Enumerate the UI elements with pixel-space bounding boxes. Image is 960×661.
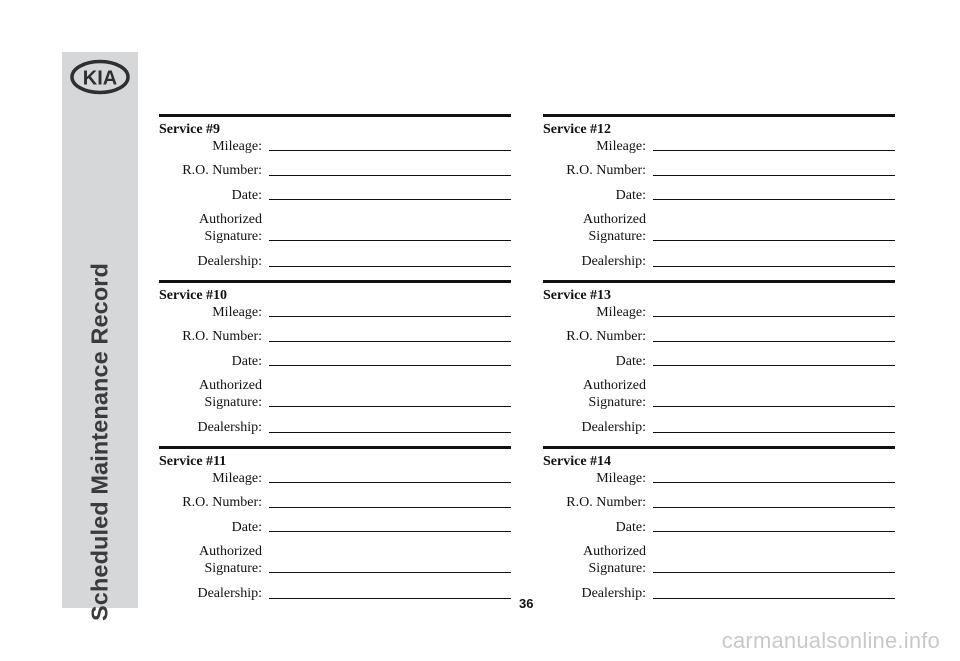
mileage-label: Mileage:: [596, 139, 646, 154]
date-label: Date:: [231, 188, 262, 203]
mileage-line: [653, 150, 895, 151]
ro-number-label: R.O. Number:: [182, 163, 262, 178]
sidebar: [62, 52, 138, 621]
authorized-label: Authorized: [583, 212, 646, 227]
service-title: Service #12: [543, 122, 612, 137]
ro-number-label: R.O. Number:: [566, 329, 646, 344]
service-block: [159, 446, 511, 612]
authorized-label: Authorized: [199, 544, 262, 559]
authorized-label: Authorized: [199, 378, 262, 393]
service-block: [159, 280, 511, 446]
ro-number-line: [653, 341, 895, 342]
signature-label: Signature:: [588, 229, 646, 244]
signature-label: Signature:: [204, 561, 262, 576]
service-title: Service #13: [543, 288, 612, 303]
mileage-label: Mileage:: [212, 139, 262, 154]
service-title: Service #11: [159, 454, 227, 469]
ro-number-line: [653, 507, 895, 508]
signature-label: Signature:: [204, 229, 262, 244]
dealership-label: Dealership:: [581, 586, 646, 601]
ro-number-label: R.O. Number:: [182, 495, 262, 510]
dealership-line: [653, 598, 895, 599]
service-block: [543, 114, 895, 280]
ro-number-line: [269, 341, 511, 342]
date-line: [269, 199, 511, 200]
right-column: [543, 114, 895, 612]
dealership-label: Dealership:: [581, 420, 646, 435]
date-label: Date:: [615, 520, 646, 535]
service-block: [159, 114, 511, 280]
ro-number-label: R.O. Number:: [566, 495, 646, 510]
authorized-label: Authorized: [583, 378, 646, 393]
date-line: [269, 531, 511, 532]
dealership-line: [269, 432, 511, 433]
dealership-line: [653, 266, 895, 267]
service-title: Service #9: [159, 122, 221, 137]
dealership-label: Dealership:: [581, 254, 646, 269]
mileage-label: Mileage:: [212, 305, 262, 320]
svg-text:KIA: KIA: [82, 67, 118, 90]
mileage-line: [269, 150, 511, 151]
signature-line: [653, 572, 895, 573]
mileage-line: [653, 482, 895, 483]
mileage-label: Mileage:: [596, 471, 646, 486]
signature-line: [269, 406, 511, 407]
signature-label: Signature:: [204, 395, 262, 410]
signature-line: [269, 572, 511, 573]
date-line: [653, 365, 895, 366]
left-column: [159, 114, 511, 612]
date-line: [653, 199, 895, 200]
mileage-label: Mileage:: [596, 305, 646, 320]
signature-line: [653, 406, 895, 407]
date-line: [269, 365, 511, 366]
dealership-label: Dealership:: [197, 254, 262, 269]
ro-number-label: R.O. Number:: [566, 163, 646, 178]
date-label: Date:: [615, 354, 646, 369]
date-line: [653, 531, 895, 532]
mileage-line: [269, 482, 511, 483]
dealership-line: [269, 266, 511, 267]
dealership-label: Dealership:: [197, 420, 262, 435]
ro-number-label: R.O. Number:: [182, 329, 262, 344]
date-label: Date:: [231, 520, 262, 535]
sidebar-title: Scheduled Maintenance Record: [86, 263, 113, 621]
authorized-label: Authorized: [199, 212, 262, 227]
mileage-line: [269, 316, 511, 317]
mileage-label: Mileage:: [212, 471, 262, 486]
signature-label: Signature:: [588, 561, 646, 576]
service-block: [543, 446, 895, 612]
signature-line: [269, 240, 511, 241]
ro-number-line: [269, 507, 511, 508]
dealership-line: [269, 598, 511, 599]
service-block: [543, 280, 895, 446]
dealership-line: [653, 432, 895, 433]
page-number: 36: [519, 596, 534, 611]
signature-label: Signature:: [588, 395, 646, 410]
ro-number-line: [653, 175, 895, 176]
ro-number-line: [269, 175, 511, 176]
mileage-line: [653, 316, 895, 317]
kia-logo: [70, 59, 130, 95]
date-label: Date:: [615, 188, 646, 203]
date-label: Date:: [231, 354, 262, 369]
signature-line: [653, 240, 895, 241]
dealership-label: Dealership:: [197, 586, 262, 601]
service-title: Service #14: [543, 454, 612, 469]
watermark: carmanualsonline.info: [721, 628, 940, 653]
service-title: Service #10: [159, 288, 228, 303]
authorized-label: Authorized: [583, 544, 646, 559]
